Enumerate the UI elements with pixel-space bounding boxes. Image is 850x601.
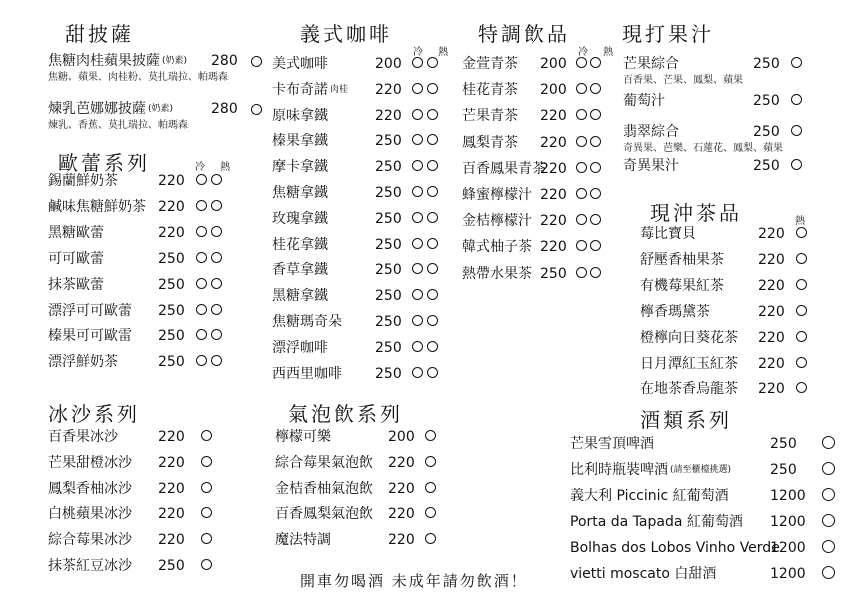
item-name: 香草拿鐵 (272, 262, 328, 279)
menu-item (272, 365, 443, 387)
item-price: 220 (540, 160, 567, 177)
order-circle[interactable] (211, 355, 222, 366)
item-name: 卡布奇諾 (272, 81, 328, 98)
item-price: 220 (388, 480, 415, 497)
item-price: 250 (158, 558, 185, 574)
menu-item (640, 277, 812, 299)
aulait-title: 歐蕾系列 (58, 151, 150, 175)
menu-item (272, 236, 443, 258)
item-name: 煉乳芭娜娜披薩 (48, 101, 146, 117)
item-name: 葡萄汁 (623, 93, 665, 109)
menu-item (275, 505, 441, 527)
item-price: 250 (753, 124, 780, 140)
menu-item (570, 513, 838, 535)
item-name: 漂浮咖啡 (272, 339, 328, 356)
menu-item (623, 55, 807, 86)
menu-item (623, 92, 807, 114)
order-circle[interactable] (211, 252, 222, 263)
item-name: 芒果綜合 (623, 56, 679, 72)
item-name: 有機莓果紅茶 (640, 277, 724, 294)
item-price: 220 (375, 81, 402, 98)
temp-label: 冷 熱 (578, 47, 620, 58)
item-price: 220 (388, 454, 415, 471)
item-price: 250 (158, 328, 185, 345)
item-name: 熱帶水果茶 (462, 265, 532, 282)
menu-item (640, 225, 812, 247)
order-circle[interactable] (576, 188, 587, 199)
order-circle[interactable] (412, 238, 423, 249)
item-name: 檸檬可樂 (275, 429, 331, 445)
item-tag: (奶素) (148, 104, 174, 114)
menu-item (48, 198, 227, 220)
item-name: 芒果甜橙冰沙 (48, 454, 132, 471)
order-circle[interactable] (211, 278, 222, 289)
item-price: 250 (753, 56, 780, 72)
menu-item (275, 454, 441, 476)
menu-item (272, 339, 443, 361)
order-circle[interactable] (590, 57, 601, 68)
item-price: 1200 (770, 565, 806, 582)
item-name: 鹹味焦糖鮮奶茶 (48, 198, 146, 215)
order-circle[interactable] (590, 109, 601, 120)
order-circle[interactable] (590, 83, 601, 94)
tea-title: 現沖茶品 (650, 201, 742, 225)
item-name: 黑糖拿鐵 (272, 288, 328, 305)
order-circle[interactable] (196, 226, 207, 237)
order-circle[interactable] (427, 367, 438, 378)
item-name: 百香鳳果青茶 (462, 160, 546, 177)
order-circle[interactable] (796, 227, 807, 238)
order-circle[interactable] (796, 279, 807, 290)
item-name: 橙檸向日葵花茶 (640, 329, 738, 346)
menu-item (272, 107, 443, 129)
item-name: 玫瑰拿鐵 (272, 210, 328, 227)
item-price: 220 (375, 107, 402, 124)
item-price: 250 (158, 302, 185, 319)
item-price: 250 (770, 436, 797, 452)
item-price: 220 (158, 506, 185, 523)
menu-item (48, 250, 227, 272)
item-price: 220 (758, 303, 785, 320)
item-name: 莓比寶貝 (640, 226, 696, 242)
coffee-title: 義式咖啡 (300, 22, 392, 46)
item-tag: (奶素) (162, 56, 188, 66)
order-circle[interactable] (427, 109, 438, 120)
item-name: 比利時瓶裝啤酒 (570, 461, 668, 478)
order-circle[interactable] (251, 104, 262, 115)
menu-item (272, 158, 443, 180)
menu-item (640, 355, 812, 377)
order-circle[interactable] (427, 160, 438, 171)
order-circle[interactable] (201, 456, 212, 467)
temp-label: 熱 (795, 216, 811, 227)
order-circle[interactable] (576, 162, 587, 173)
sparkling-title: 氣泡飲系列 (288, 402, 403, 426)
item-price: 220 (540, 239, 567, 256)
order-circle[interactable] (412, 315, 423, 326)
menu-item (462, 134, 606, 156)
menu-item (640, 380, 812, 402)
item-price: 220 (758, 251, 785, 268)
item-price: 250 (375, 236, 402, 253)
item-name: 綜合莓果氣泡飲 (275, 454, 373, 471)
order-circle[interactable] (427, 315, 438, 326)
item-price: 250 (375, 339, 402, 356)
item-name: 檸香瑪黛茶 (640, 303, 710, 320)
item-price: 250 (540, 265, 567, 282)
order-circle[interactable] (427, 57, 438, 68)
item-price: 250 (158, 276, 185, 293)
order-circle[interactable] (427, 83, 438, 94)
item-name: 錫蘭鮮奶茶 (48, 173, 118, 189)
menu-item (272, 313, 443, 335)
menu-item (48, 454, 217, 476)
order-circle[interactable] (427, 238, 438, 249)
item-price: 250 (770, 461, 797, 478)
menu-item (462, 107, 606, 129)
item-name: 綜合莓果冰沙 (48, 532, 132, 549)
menu-item (462, 212, 606, 234)
item-name: 日月潭紅玉紅茶 (640, 355, 738, 372)
item-price: 250 (753, 93, 780, 109)
menu-item (272, 261, 443, 283)
order-circle[interactable] (425, 430, 436, 441)
item-price: 220 (540, 187, 567, 203)
menu-item (48, 172, 227, 194)
order-circle[interactable] (822, 540, 835, 553)
menu-item (462, 55, 606, 77)
order-circle[interactable] (201, 533, 212, 544)
order-circle[interactable] (576, 109, 587, 120)
item-price: 220 (540, 108, 567, 125)
item-price: 280 (211, 53, 238, 69)
order-circle[interactable] (822, 514, 835, 527)
menu-item (570, 565, 838, 587)
menu-item (623, 123, 807, 154)
order-circle[interactable] (425, 482, 436, 493)
item-name: 西西里咖啡 (272, 365, 342, 382)
item-name: 榛果可可歐雷 (48, 328, 132, 345)
item-name: Porta da Tapada 紅葡萄酒 (570, 513, 743, 530)
juice-title: 現打果汁 (622, 22, 714, 46)
order-circle[interactable] (412, 367, 423, 378)
order-circle[interactable] (576, 240, 587, 251)
order-circle[interactable] (412, 109, 423, 120)
order-circle[interactable] (251, 56, 262, 67)
item-price: 220 (758, 329, 785, 346)
item-price: 250 (375, 185, 402, 201)
menu-item (272, 81, 443, 103)
item-name: 百香鳳梨氣泡飲 (275, 506, 373, 523)
item-name: 摩卡拿鐵 (272, 159, 328, 176)
order-circle[interactable] (211, 200, 222, 211)
item-price: 220 (158, 429, 185, 445)
item-price: 250 (375, 262, 402, 279)
footer-notice: 開車勿喝酒 未成年請勿飲酒！ (300, 572, 528, 590)
order-circle[interactable] (427, 212, 438, 223)
order-circle[interactable] (412, 263, 423, 274)
order-circle[interactable] (427, 263, 438, 274)
menu-item (640, 303, 812, 325)
order-circle[interactable] (576, 267, 587, 278)
item-price: 220 (158, 480, 185, 497)
item-name: 美式咖啡 (272, 56, 328, 72)
order-circle[interactable] (791, 159, 802, 170)
menu-item (48, 353, 227, 375)
order-circle[interactable] (412, 341, 423, 352)
order-circle[interactable] (412, 134, 423, 145)
alcohol-title: 酒類系列 (640, 408, 732, 432)
item-name: 桂花青茶 (462, 82, 518, 99)
order-circle[interactable] (412, 160, 423, 171)
menu-item (275, 531, 441, 553)
order-circle[interactable] (796, 331, 807, 342)
item-price: 250 (375, 159, 402, 176)
item-name: 鳳梨香柚冰沙 (48, 480, 132, 497)
item-price: 220 (540, 134, 567, 151)
order-circle[interactable] (791, 125, 802, 136)
order-circle[interactable] (425, 507, 436, 518)
item-name: 漂浮可可歐蕾 (48, 302, 132, 319)
menu-item (462, 186, 606, 208)
item-price: 200 (540, 82, 567, 99)
order-circle[interactable] (412, 186, 423, 197)
item-name: 舒壓香柚果茶 (640, 251, 724, 268)
order-circle[interactable] (196, 355, 207, 366)
item-price: 220 (758, 381, 785, 398)
order-circle[interactable] (211, 226, 222, 237)
item-name: 奇異果汁 (623, 158, 679, 174)
item-name: 抹茶紅豆冰沙 (48, 558, 132, 574)
item-name: 漂浮鮮奶茶 (48, 354, 118, 371)
order-circle[interactable] (211, 329, 222, 340)
item-name: 金萱青茶 (462, 56, 518, 72)
order-circle[interactable] (822, 488, 835, 501)
menu-item (272, 55, 443, 77)
order-circle[interactable] (791, 57, 802, 68)
item-price: 220 (158, 454, 185, 471)
menu-item (272, 184, 443, 206)
item-name: vietti moscato 白甜酒 (570, 565, 717, 582)
item-price: 220 (758, 226, 785, 242)
item-price: 1200 (770, 539, 806, 556)
item-tag: 肉桂 (330, 84, 349, 95)
order-circle[interactable] (796, 357, 807, 368)
item-name: 焦糖拿鐵 (272, 185, 328, 201)
item-price: 1200 (770, 513, 806, 530)
menu-item (48, 480, 217, 502)
item-price: 220 (388, 532, 415, 549)
item-price: 250 (375, 288, 402, 305)
order-circle[interactable] (590, 188, 601, 199)
menu-item (48, 276, 227, 298)
menu-item (48, 505, 217, 527)
order-circle[interactable] (196, 200, 207, 211)
item-name: 黑糖歐蕾 (48, 224, 104, 241)
temp-label: 冷 熱 (413, 47, 455, 58)
order-circle[interactable] (425, 533, 436, 544)
item-name: 芒果青茶 (462, 108, 518, 125)
item-price: 250 (158, 354, 185, 371)
order-circle[interactable] (796, 253, 807, 264)
item-name: 蜂蜜檸檬汁 (462, 187, 532, 203)
item-tag: (請至櫃檯挑選) (670, 464, 732, 475)
menu-item (48, 52, 268, 83)
pizza-title: 甜披薩 (65, 22, 134, 46)
item-price: 250 (753, 158, 780, 174)
order-circle[interactable] (412, 212, 423, 223)
item-desc: 奇異果、芭樂、石蓮花、鳳梨、蘋果 (623, 143, 783, 154)
item-name: 芒果雪頂啤酒 (570, 436, 654, 452)
order-circle[interactable] (576, 136, 587, 147)
order-circle[interactable] (427, 289, 438, 300)
menu-item (640, 329, 812, 351)
item-name: 白桃蘋果冰沙 (48, 506, 132, 523)
item-price: 220 (158, 532, 185, 549)
item-price: 220 (388, 506, 415, 523)
menu-item (272, 287, 443, 309)
menu-item (48, 224, 227, 246)
order-circle[interactable] (427, 186, 438, 197)
item-price: 280 (211, 101, 238, 117)
item-price: 250 (375, 133, 402, 150)
order-circle[interactable] (590, 214, 601, 225)
order-circle[interactable] (796, 382, 807, 393)
menu-item (48, 531, 217, 553)
menu-item (623, 157, 807, 179)
item-price: 220 (540, 213, 567, 230)
menu-item (272, 210, 443, 232)
menu-item (275, 480, 441, 502)
item-price: 250 (158, 250, 185, 267)
item-name: Bolhas dos Lobos Vinho Verde (570, 539, 780, 556)
menu-item (48, 302, 227, 324)
menu-item (462, 81, 606, 103)
item-price: 200 (388, 429, 415, 445)
menu-item (48, 428, 217, 450)
order-circle[interactable] (412, 83, 423, 94)
order-circle[interactable] (211, 174, 222, 185)
item-price: 250 (375, 314, 402, 330)
order-circle[interactable] (822, 566, 835, 579)
order-circle[interactable] (196, 278, 207, 289)
order-circle[interactable] (576, 83, 587, 94)
order-circle[interactable] (201, 559, 212, 570)
order-circle[interactable] (791, 94, 802, 105)
order-circle[interactable] (196, 174, 207, 185)
item-name: 金桔香柚氣泡飲 (275, 480, 373, 497)
item-desc: 煉乳、香蕉、莫扎瑞拉、帕瑪森 (48, 120, 188, 131)
item-price: 220 (158, 173, 185, 189)
order-circle[interactable] (822, 462, 835, 475)
menu-item (272, 132, 443, 154)
menu-item (48, 100, 268, 131)
menu-item (570, 435, 838, 457)
item-name: 抹茶歐蕾 (48, 276, 104, 293)
order-circle[interactable] (576, 57, 587, 68)
menu-item (640, 251, 812, 273)
item-price: 250 (375, 365, 402, 382)
item-price: 220 (158, 198, 185, 215)
menu-item (275, 428, 441, 450)
menu-item (48, 327, 227, 349)
item-price: 220 (158, 224, 185, 241)
item-name: 韓式柚子茶 (462, 239, 532, 256)
menu-item (570, 461, 838, 483)
menu-item (570, 539, 838, 561)
order-circle[interactable] (196, 329, 207, 340)
item-price: 200 (375, 56, 402, 72)
order-circle[interactable] (576, 214, 587, 225)
order-circle[interactable] (412, 289, 423, 300)
menu-item (462, 160, 606, 182)
order-circle[interactable] (211, 304, 222, 315)
menu-item (570, 487, 838, 509)
order-circle[interactable] (196, 304, 207, 315)
item-desc: 百香果、芒果、鳳梨、蘋果 (623, 75, 743, 86)
item-name: 焦糖瑪奇朵 (272, 314, 342, 330)
item-name: 桂花拿鐵 (272, 236, 328, 253)
order-circle[interactable] (427, 341, 438, 352)
item-name: 魔法特調 (275, 532, 331, 549)
item-name: 百香果冰沙 (48, 429, 118, 445)
order-circle[interactable] (425, 456, 436, 467)
item-name: 焦糖肉桂蘋果披薩 (48, 53, 160, 69)
item-name: 鳳梨青茶 (462, 134, 518, 151)
item-desc: 焦糖、蘋果、肉桂粉、莫扎瑞拉、帕瑪森 (48, 72, 228, 83)
item-price: 1200 (770, 487, 806, 504)
order-circle[interactable] (412, 57, 423, 68)
order-circle[interactable] (427, 134, 438, 145)
order-circle[interactable] (822, 436, 835, 449)
order-circle[interactable] (201, 507, 212, 518)
item-name: 在地茶香烏龍茶 (640, 381, 738, 398)
menu-item (462, 238, 606, 260)
item-price: 200 (540, 56, 567, 72)
item-price: 220 (758, 277, 785, 294)
item-name: 金桔檸檬汁 (462, 213, 532, 230)
special-title: 特調飲品 (478, 22, 570, 46)
order-circle[interactable] (590, 240, 601, 251)
order-circle[interactable] (590, 162, 601, 173)
item-name: 可可歐蕾 (48, 250, 104, 267)
item-price: 250 (375, 210, 402, 227)
menu-item (48, 557, 217, 579)
order-circle[interactable] (196, 252, 207, 263)
item-name: 翡翠綜合 (623, 124, 679, 140)
order-circle[interactable] (590, 136, 601, 147)
menu-item (462, 265, 606, 287)
order-circle[interactable] (590, 267, 601, 278)
item-name: 義大利 Piccinic 紅葡萄酒 (570, 487, 729, 504)
order-circle[interactable] (201, 482, 212, 493)
ice-title: 冰沙系列 (48, 402, 140, 426)
item-price: 220 (758, 355, 785, 372)
order-circle[interactable] (796, 305, 807, 316)
temp-label: 冷 熱 (195, 162, 237, 173)
order-circle[interactable] (201, 430, 212, 441)
item-name: 原味拿鐵 (272, 107, 328, 124)
item-name: 榛果拿鐵 (272, 133, 328, 150)
